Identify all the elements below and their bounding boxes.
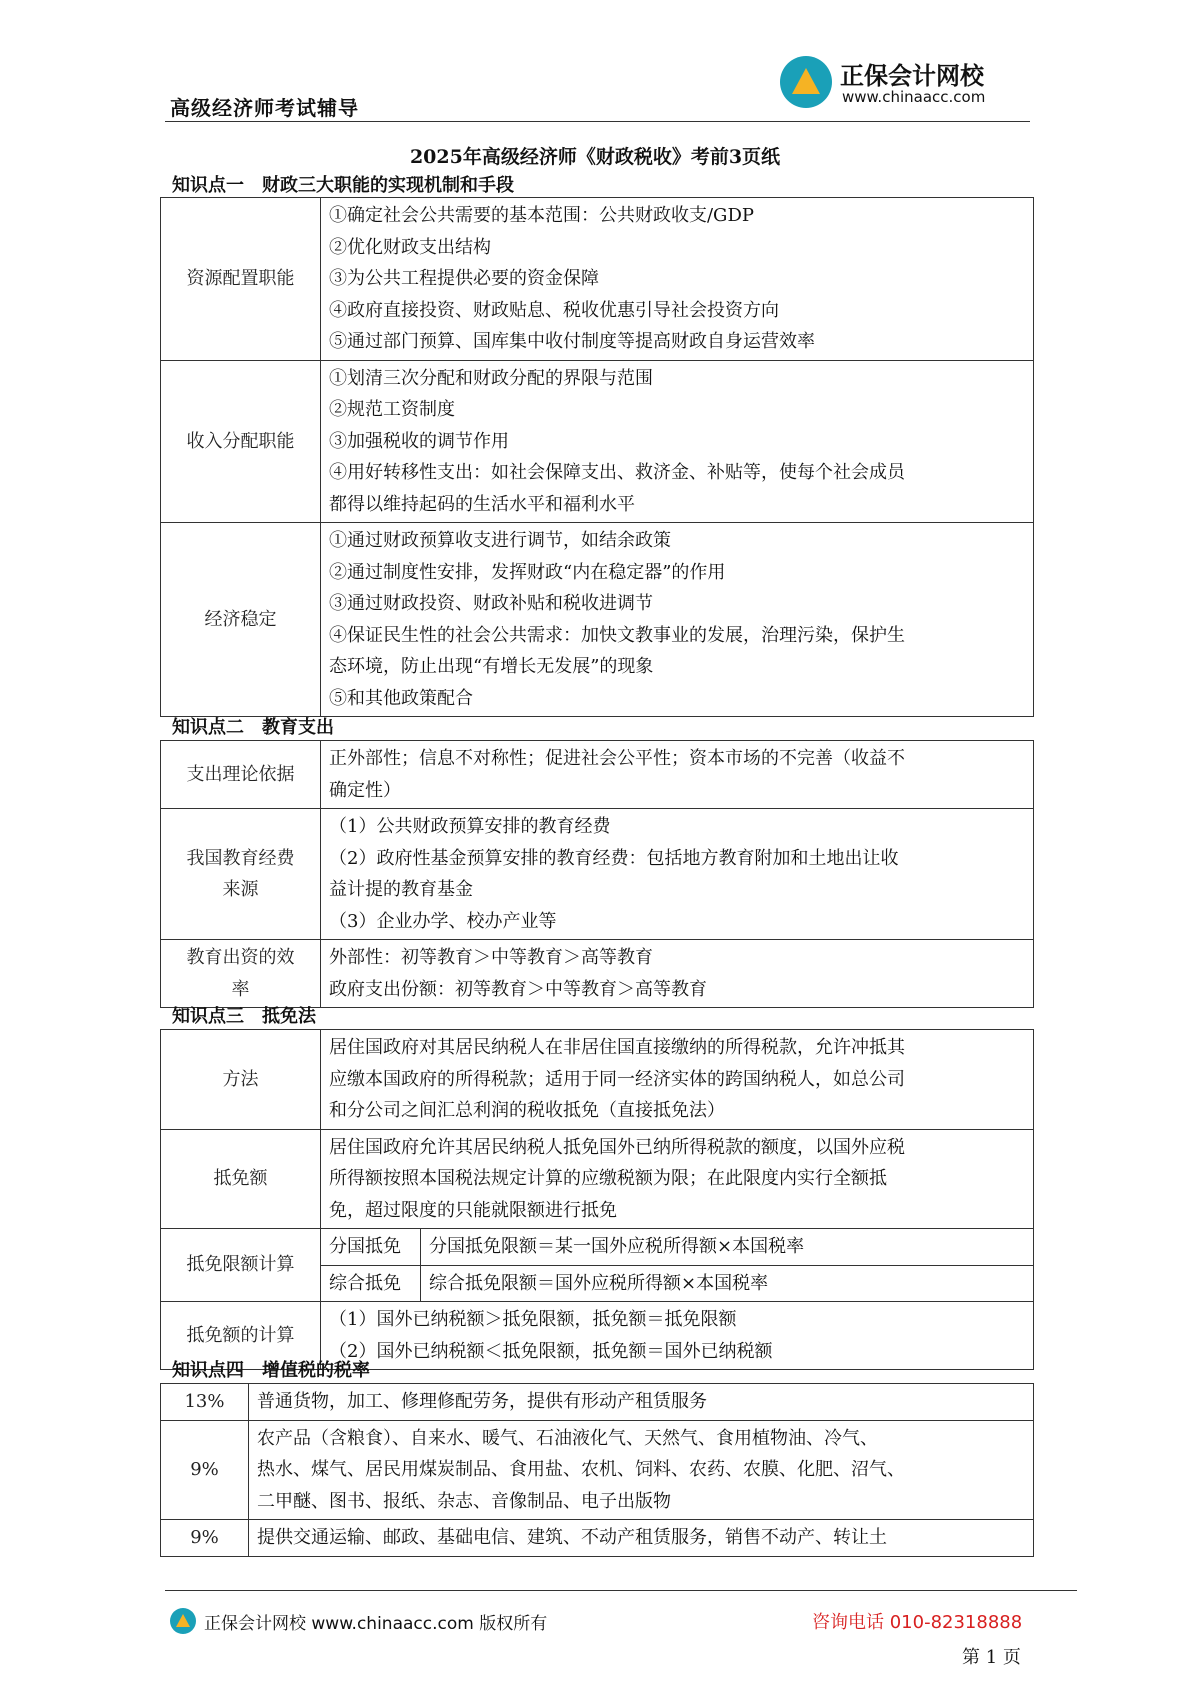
content-line: 居住国政府对其居民纳税人在非居住国直接缴纳的所得税款，允许冲抵其 [329,1037,905,1058]
row-content [321,741,1034,809]
content-line: 所得额按照本国税法规定计算的应缴税额为限；在此限度内实行全额抵 [329,1168,887,1189]
content-line: ④用好转移性支出：如社会保障支出、救济金、补贴等，使每个社会成员 [329,462,905,483]
content-line: ③通过财政投资、财政补贴和税收进调节 [329,593,653,614]
row-label [161,940,321,1008]
label-line: 教育出资的效 [186,947,295,968]
tax-rate: 13% [161,1384,249,1421]
content-line: ③加强税收的调节作用 [329,430,509,452]
row-label: 经济稳定 [161,523,321,717]
limit-formula: 分国抵免限额＝某一国外应税所得额×本国税率 [421,1229,1034,1266]
content-line: ③为公共工程提供必要的资金保障 [329,268,599,289]
table-row [161,940,1034,1008]
logo-name: 正保会计网校 [840,62,984,90]
content-line: 政府支出份额：初等教育＞中等教育＞高等教育 [329,978,707,1000]
content-line: 态环境，防止出现“有增长无发展”的现象 [329,656,654,677]
section-heading-2: 知识点二 教育支出 [172,717,334,738]
row-label: 抵免限额计算 [161,1229,321,1302]
row-label: 收入分配职能 [161,360,321,523]
table-row [161,809,1034,940]
row-content [321,1302,1034,1370]
table-row [161,360,1034,523]
logo [780,52,1040,112]
section-3-table [160,1029,1034,1370]
table-row [161,523,1034,717]
content-line: ①通过财政预算收支进行调节，如结余政策 [329,530,671,551]
limit-formula: 综合抵免限额＝国外应税所得额×本国税率 [421,1265,1034,1302]
content-line: 正外部性；信息不对称性；促进社会公平性；资本市场的不完善（收益不 [329,748,905,769]
page-number: 第 1 页 [962,1647,1021,1668]
content-line: 外部性：初等教育＞中等教育＞高等教育 [329,947,653,968]
footer-copyright: 正保会计网校 www.chinaacc.com 版权所有 [204,1614,548,1634]
content-line: （3）企业办学、校办产业等 [329,910,557,932]
section-heading-1: 知识点一 财政三大职能的实现机制和手段 [172,175,514,196]
row-content [321,1030,1034,1130]
content-line: 益计提的教育基金 [329,879,473,900]
section-heading-3: 知识点三 抵免法 [172,1006,316,1027]
logo-url: www.chinaacc.com [842,88,986,106]
content-line: ⑤和其他政策配合 [329,687,473,709]
content-line: （1）公共财政预算安排的教育经费 [329,816,611,837]
row-label [161,809,321,940]
limit-method: 综合抵免 [321,1265,421,1302]
header-divider [165,121,1030,122]
label-line: 率 [231,978,250,1000]
footer-phone: 咨询电话 010-82318888 [812,1612,1023,1633]
content-line: ②通过制度性安排，发挥财政“内在稳定器”的作用 [329,561,726,583]
row-label: 抵免额 [161,1129,321,1229]
row-label: 方法 [161,1030,321,1130]
header-title: 高级经济师考试辅导 [170,96,359,120]
section-heading-4: 知识点四 增值税的税率 [172,1360,370,1381]
section-4-table [160,1383,1034,1557]
content-line: （2）国外已纳税额＜抵免限额，抵免额＝国外已纳税额 [329,1340,773,1362]
row-label: 支出理论依据 [161,741,321,809]
row-label: 抵免额的计算 [161,1302,321,1370]
content-line: 普通货物，加工、修理修配劳务，提供有形动产租赁服务 [257,1391,707,1412]
content-line: 二甲醚、图书、报纸、杂志、音像制品、电子出版物 [257,1490,671,1512]
table-row [161,1520,1034,1557]
table-row [161,198,1034,361]
table-row [161,741,1034,809]
table-row [161,1420,1034,1520]
logo-icon [780,56,832,108]
section-1-table [160,197,1034,717]
table-row [161,1229,1034,1266]
content-line: 应缴本国政府的所得税款；适用于同一经济实体的跨国纳税人，如总公司 [329,1068,905,1090]
table-row [161,1030,1034,1130]
content-line: ②优化财政支出结构 [329,236,491,258]
row-content [249,1520,1034,1557]
content-line: 热水、煤气、居民用煤炭制品、食用盐、农机、饲料、农药、农膜、化肥、沼气、 [257,1459,905,1480]
row-content [321,1129,1034,1229]
tax-rate: 9% [161,1420,249,1520]
table-row [161,1129,1034,1229]
content-line: 提供交通运输、邮政、基础电信、建筑、不动产租赁服务，销售不动产、转让土 [257,1527,887,1548]
content-line: 居住国政府允许其居民纳税人抵免国外已纳所得税款的额度，以国外应税 [329,1136,905,1158]
content-line: ④保证民生性的社会公共需求：加快文教事业的发展，治理污染，保护生 [329,624,905,646]
row-content [321,809,1034,940]
content-line: （2）政府性基金预算安排的教育经费：包括地方教育附加和土地出让收 [329,847,899,869]
label-line: 我国教育经费 [186,847,295,869]
section-2-table [160,740,1034,1008]
table-row [161,1384,1034,1421]
content-line: （1）国外已纳税额＞抵免限额，抵免额＝抵免限额 [329,1309,737,1330]
row-content [321,360,1034,523]
footer-divider [165,1590,1077,1591]
content-line: ①划清三次分配和财政分配的界限与范围 [329,367,653,389]
row-label: 资源配置职能 [161,198,321,361]
content-line: 都得以维持起码的生活水平和福利水平 [329,493,635,515]
row-content [249,1384,1034,1421]
content-line: 农产品（含粮食）、自来水、暖气、石油液化气、天然气、食用植物油、冷气、 [257,1427,878,1449]
row-content [321,523,1034,717]
tax-rate: 9% [161,1520,249,1557]
limit-method: 分国抵免 [321,1229,421,1266]
content-line: ②规范工资制度 [329,399,455,420]
row-content [321,940,1034,1008]
content-line: ④政府直接投资、财政贴息、税收优惠引导社会投资方向 [329,299,779,321]
content-line: ①确定社会公共需要的基本范围：公共财政收支/GDP [329,205,754,226]
content-line: 免，超过限度的只能就限额进行抵免 [329,1199,617,1221]
content-line: ⑤通过部门预算、国库集中收付制度等提高财政自身运营效率 [329,331,815,352]
row-content [249,1420,1034,1520]
content-line: 和分公司之间汇总利润的税收抵免（直接抵免法） [329,1100,725,1121]
row-content [321,198,1034,361]
footer-logo-icon [170,1608,196,1634]
content-line: 确定性） [329,779,401,801]
label-line: 来源 [222,879,259,900]
document-title: 2025年高级经济师《财政税收》考前3页纸 [409,146,781,168]
